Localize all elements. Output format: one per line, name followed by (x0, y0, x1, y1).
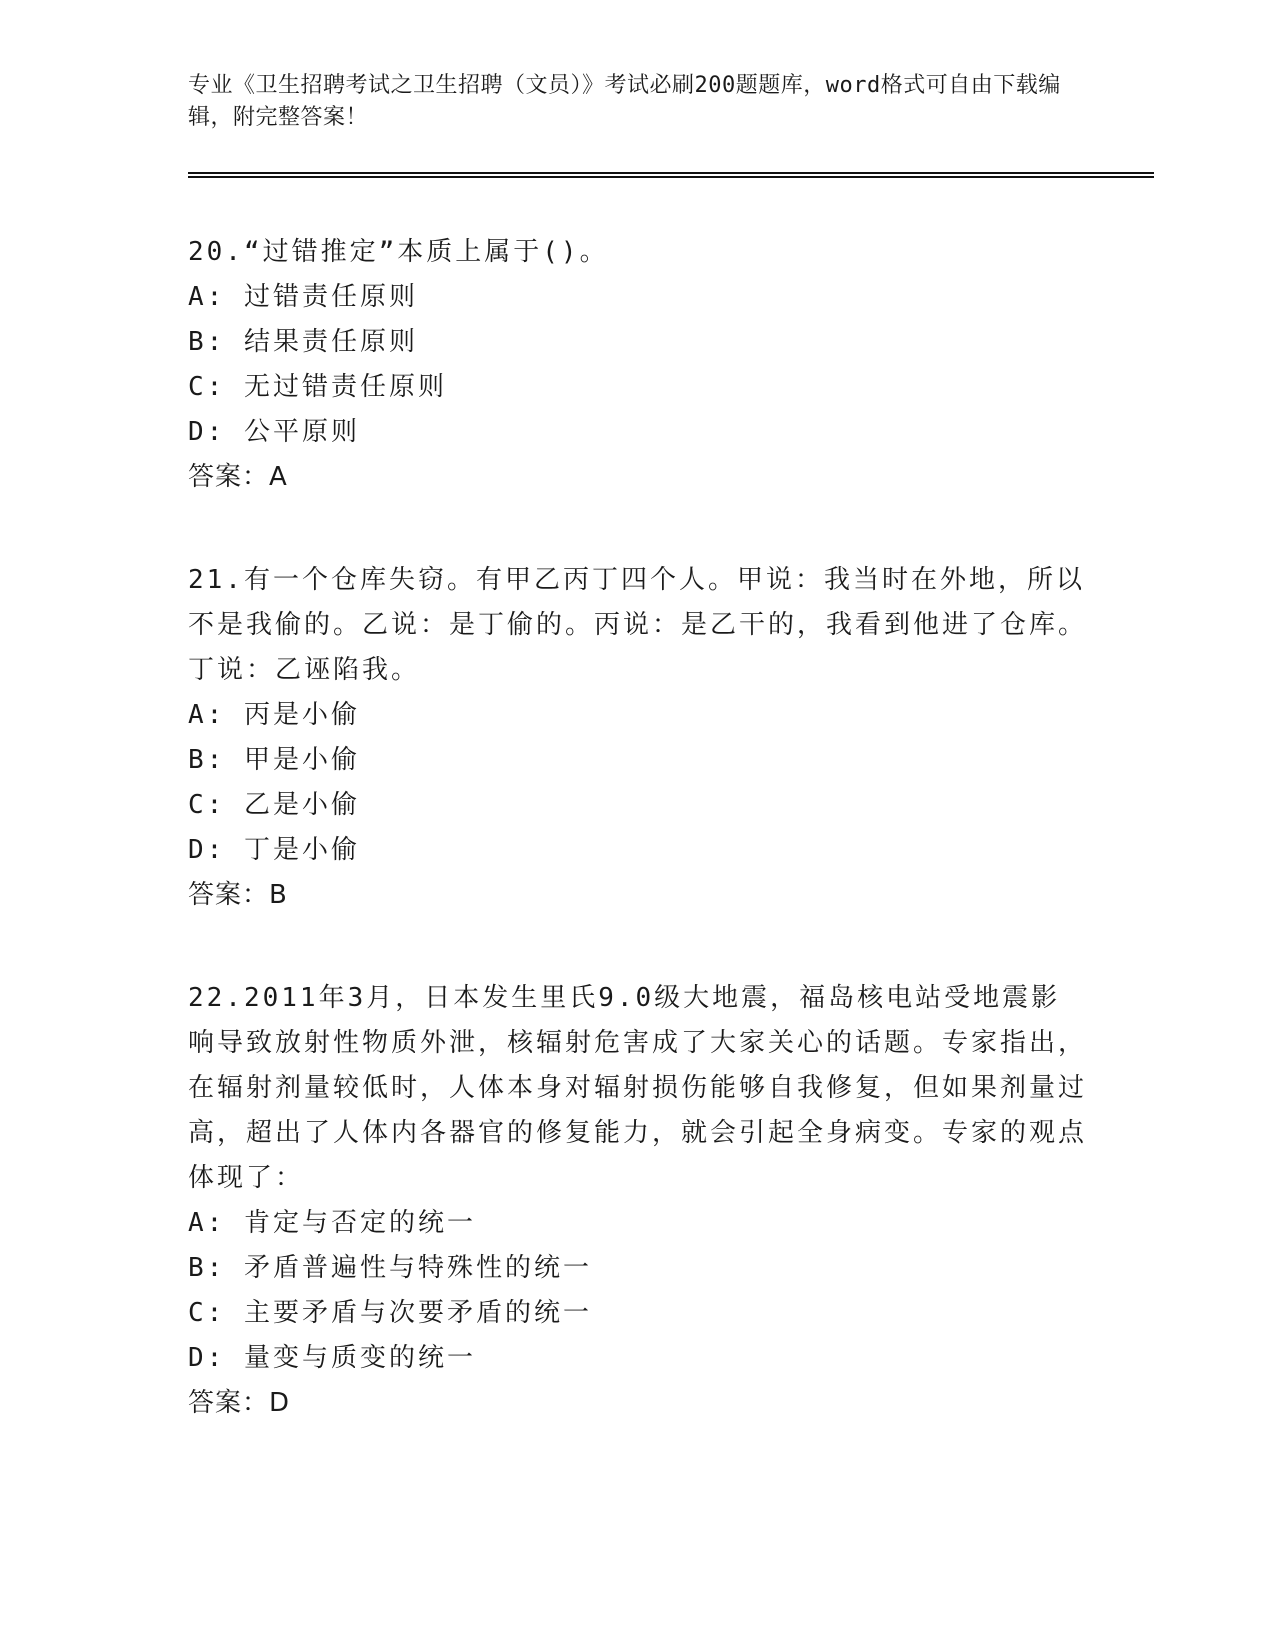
question-21 (188, 558, 1158, 918)
answer-label: 答案：B (188, 880, 288, 910)
option-c: C: 乙是小偷 (188, 790, 360, 820)
option-c: C: 无过错责任原则 (188, 372, 447, 402)
option-a: A: 肯定与否定的统一 (188, 1208, 476, 1238)
option-a: A: 丙是小偷 (188, 700, 360, 730)
option-list (188, 275, 1158, 455)
option-b: B: 矛盾普遍性与特殊性的统一 (188, 1253, 592, 1283)
option-d: D: 丁是小偷 (188, 835, 360, 865)
option-b: B: 甲是小偷 (188, 745, 360, 775)
question-list (188, 230, 1158, 1426)
option-c: C: 主要矛盾与次要矛盾的统一 (188, 1298, 592, 1328)
document-header: 专业《卫生招聘考试之卫生招聘（文员）》考试必刷200题题库，word格式可自由下载编辑，附完整答案！ (188, 73, 1061, 130)
option-a: A: 过错责任原则 (188, 282, 418, 312)
answer-label: 答案：A (188, 462, 288, 492)
document-page (188, 70, 1158, 1426)
option-d: D: 量变与质变的统一 (188, 1343, 476, 1373)
question-22 (188, 976, 1158, 1426)
question-stem: 20.“过错推定”本质上属于()。 (188, 237, 609, 267)
answer-label: 答案：D (188, 1388, 291, 1418)
question-20 (188, 230, 1158, 500)
option-list (188, 1201, 1158, 1381)
question-stem: 21.有一个仓库失窃。有甲乙丙丁四个人。甲说：我当时在外地，所以不是我偷的。乙说：是丁偷的。丙说：是乙干的，我看到他进了仓库。丁说：乙诬陷我。 (188, 565, 1088, 685)
option-list (188, 693, 1158, 873)
question-stem: 22.2011年3月，日本发生里氏9.0级大地震，福岛核电站受地震影响导致放射性物质外泄，核辐射危害成了大家关心的话题。专家指出，在辐射剂量较低时，人体本身对辐射损伤能够自我修复，但如果剂量过高，超出了人体内各器官的修复能力，就会引起全身病变。专家的观点体现了： (188, 983, 1088, 1193)
option-b: B: 结果责任原则 (188, 327, 418, 357)
option-d: D: 公平原则 (188, 417, 360, 447)
header-divider (188, 172, 1154, 178)
